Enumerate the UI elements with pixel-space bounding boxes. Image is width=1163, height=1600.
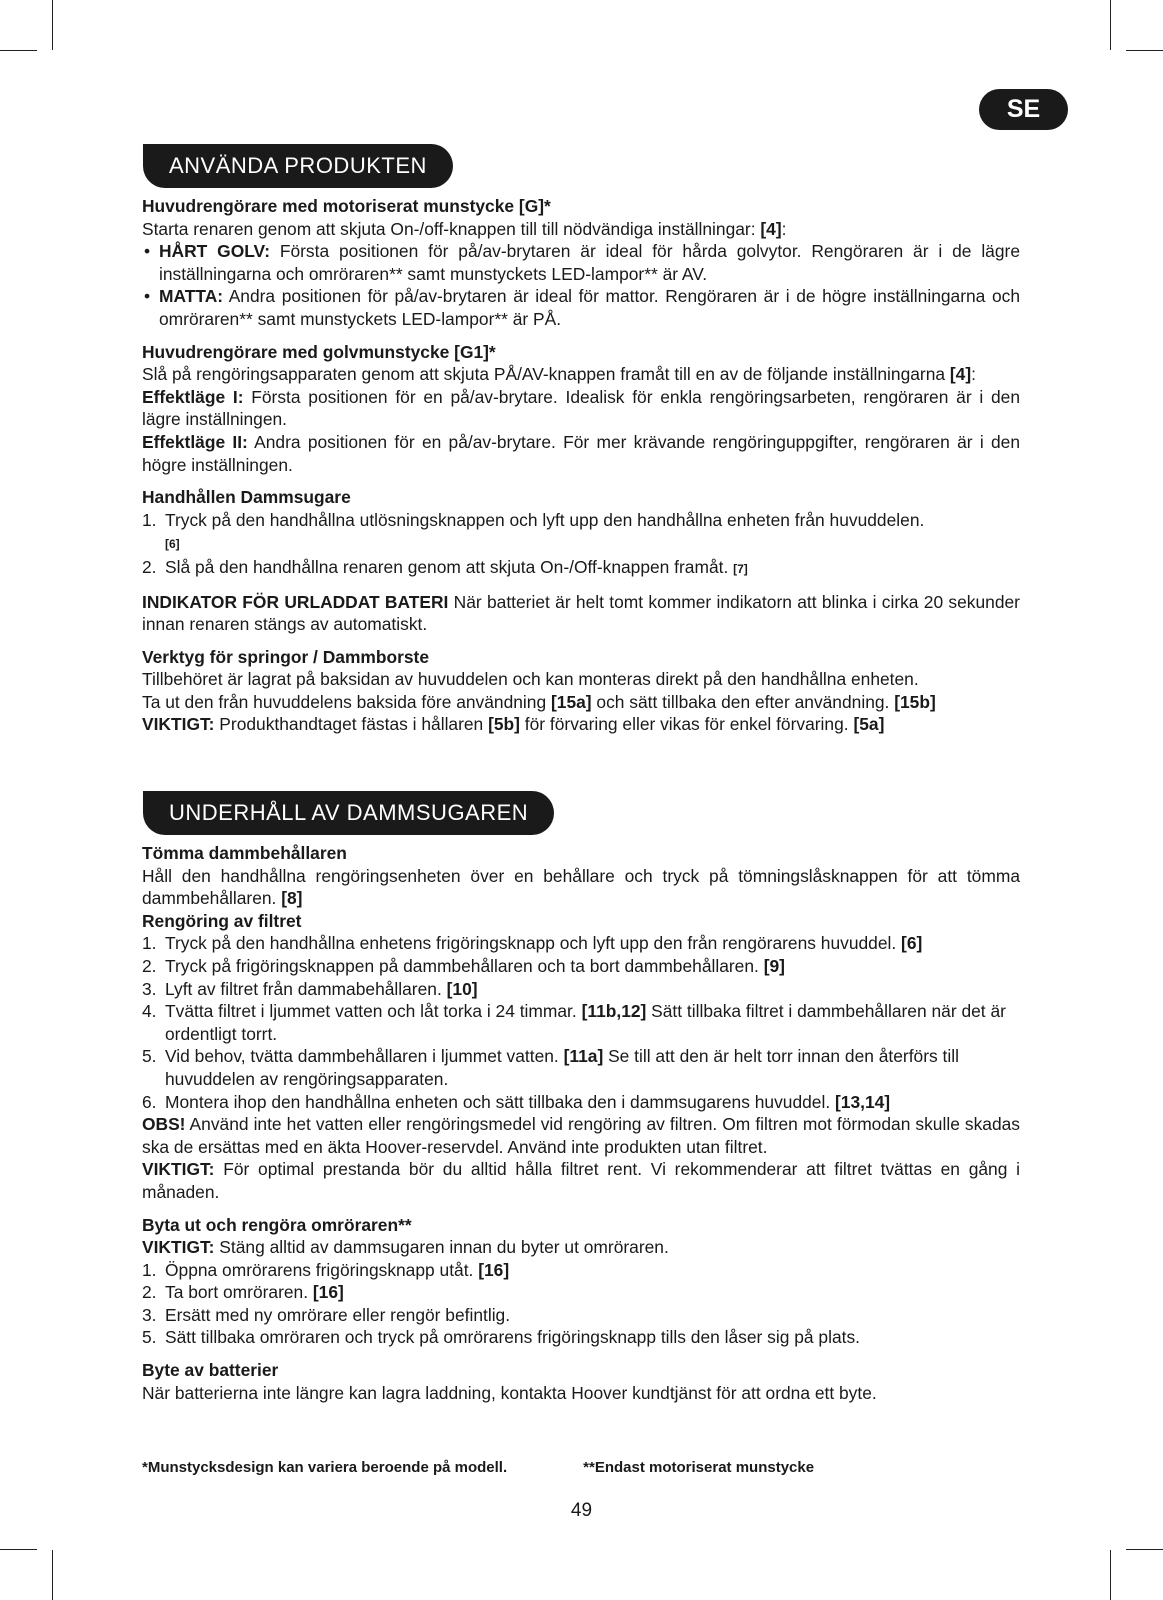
filter-steps: [142, 932, 1020, 1113]
footnote-motor-only: **Endast motoriserat munstycke: [583, 1459, 815, 1476]
crop-mark: [0, 50, 37, 51]
list-item: 2. Tryck på frigöringsknappen på dammbehållaren och ta bort dammbehållaren. [9]: [142, 955, 785, 976]
agitator-important-note: VIKTIGT: Stäng alltid av dammsugaren innan du byter ut omröraren.: [142, 1237, 669, 1258]
crop-mark: [0, 1549, 37, 1550]
battery-text: När batterierna inte längre kan lagra laddning, kontakta Hoover kundtjänst för att ordna ett byte.: [142, 1382, 877, 1403]
power-mode-2: Effektläge II: Andra positionen för en på/av-brytare. För mer krävande rengöringuppgifter, rengöraren är i den högre inställningen.: [142, 431, 1020, 475]
section-title-text: UNDERHÅLL AV DAMMSUGAREN: [169, 800, 529, 825]
agitator-steps: [142, 1259, 1020, 1349]
section-title-maintenance: [143, 791, 554, 835]
crop-mark: [1126, 50, 1163, 51]
footnote-design: *Munstycksdesign kan variera beroende på modell.: [142, 1459, 508, 1476]
filter-important-note: VIKTIGT: För optimal prestanda bör du alltid hålla filtret rent. Vi rekommenderar att filtret tvättas en gång i månaden.: [142, 1159, 1020, 1202]
battery-heading: Byte av batterier: [142, 1360, 279, 1381]
section-title-use: [143, 144, 453, 188]
crevice-line-2: Ta ut den från huvuddelens baksida före användning [15a] och sätt tillbaka den efter användning. [15b]: [142, 691, 936, 712]
crop-mark: [52, 0, 53, 50]
list-item: 1. Tryck på den handhållna utlösningsknappen och lyft upp den handhållna enheten från huvuddelen. [6]: [142, 509, 925, 552]
list-item: 1. Öppna omrörarens frigöringsknapp utåt. [16]: [142, 1259, 510, 1280]
list-item: 2. Ta bort omröraren. [16]: [142, 1282, 344, 1303]
crop-mark: [52, 1550, 53, 1600]
battery-indicator-note: INDIKATOR FÖR URLADDAT BATERI När batteriet är helt tomt kommer indikatorn att blinka i cirka 20 sekunder innan renaren stängs av automatiskt.: [142, 591, 1020, 635]
list-item: 2. Slå på den handhållna renaren genom att skjuta On-/Off-knappen framåt. [7]: [142, 556, 748, 577]
hard-floor-item: • HÅRT GOLV: Första positionen för på/av-brytaren är ideal för hårda golvytor. Rengöraren är i de lägre inställningarna och omröraren** samt munstyckets LED-lampor** är AV.: [142, 240, 1020, 285]
floor-nozzle-heading: Huvudrengörare med golvmunstycke [G1]*: [142, 341, 496, 362]
crevice-important: VIKTIGT: Produkthandtaget fästas i hållaren [5b] för förvaring eller vikas för enkel förvaring. [5a]: [142, 714, 885, 735]
crevice-tool-heading: Verktyg för springor / Dammborste: [142, 646, 430, 667]
list-item: 5. Vid behov, tvätta dammbehållaren i ljummet vatten. [11a] Se till att den är helt torr innan den återförs till huvuddelen av rengöringsapparaten.: [142, 1046, 959, 1089]
agitator-heading: Byta ut och rengöra omröraren**: [142, 1214, 412, 1235]
use-section-content: [142, 195, 1020, 736]
list-item: 3. Ersätt med ny omrörare eller rengör befintlig.: [142, 1304, 511, 1325]
floor-nozzle-intro: Slå på rengöringsapparaten genom att skjuta PÅ/AV-knappen framåt till en av de följande inställningarna [4]:: [142, 364, 976, 385]
maintenance-section-content: [142, 842, 1020, 1404]
crevice-line-1: Tillbehöret är lagrat på baksidan av huvuddelen och kan monteras direkt på den handhållna enheten.: [142, 669, 919, 690]
crop-mark: [1126, 1549, 1163, 1550]
carpet-item: • MATTA: Andra positionen för på/av-brytaren är ideal för mattor. Rengöraren är i de högre inställningarna och omröraren** samt munstyckets LED-lampor** är PÅ.: [142, 285, 1020, 330]
empty-bin-heading: Tömma dammbehållaren: [142, 843, 347, 863]
list-item: 3. Lyft av filtret från dammabehållaren. [10]: [142, 978, 478, 999]
handheld-heading: Handhållen Dammsugare: [142, 487, 351, 508]
motor-nozzle-heading: Huvudrengörare med motoriserat munstycke [G]*: [142, 196, 551, 216]
crop-mark: [1110, 1550, 1111, 1600]
section-title-text: ANVÄNDA PRODUKTEN: [169, 153, 427, 178]
language-badge: SE: [979, 89, 1068, 130]
footnotes: [142, 1459, 814, 1476]
filter-obs-note: OBS! Använd inte het vatten eller rengöringsmedel vid rengöring av filtren. Om filtren mot förmodan skulle skadas ska de ersättas med en äkta Hoover-reservdel. Använd inte produkten utan filtret.: [142, 1114, 1020, 1157]
crop-mark: [1110, 0, 1111, 50]
list-item: 6. Montera ihop den handhållna enheten och sätt tillbaka den i dammsugarens huvuddel. [13,14]: [142, 1091, 891, 1112]
list-item: 5. Sätt tillbaka omröraren och tryck på omrörarens frigöringsknapp tills den låser sig på plats.: [142, 1327, 860, 1348]
list-item: 4. Tvätta filtret i ljummet vatten och låt torka i 24 timmar. [11b,12] Sätt tillbaka filtret i dammbehållaren när det är ordentligt torrt.: [142, 1001, 1006, 1044]
handheld-steps: [142, 509, 1020, 581]
empty-bin-text: Håll den handhållna rengöringsenheten över en behållare och tryck på tömningslåsknappen för att tömma dammbehållaren. [8]: [142, 865, 1020, 909]
page-number: 49: [570, 1500, 593, 1521]
power-mode-1: Effektläge I: Första positionen för en på/av-brytare. Idealisk för enkla rengöringsarbeten, rengöraren är i den lägre inställningen.: [142, 386, 1020, 430]
filter-heading: Rengöring av filtret: [142, 910, 302, 931]
list-item: 1. Tryck på den handhållna enhetens frigöringsknapp och lyft upp den från rengörarens huvuddel. [6]: [142, 933, 923, 954]
motor-nozzle-intro: Starta renaren genom att skjuta On-/off-knappen till till nödvändiga inställningar: [4]:: [142, 218, 787, 239]
